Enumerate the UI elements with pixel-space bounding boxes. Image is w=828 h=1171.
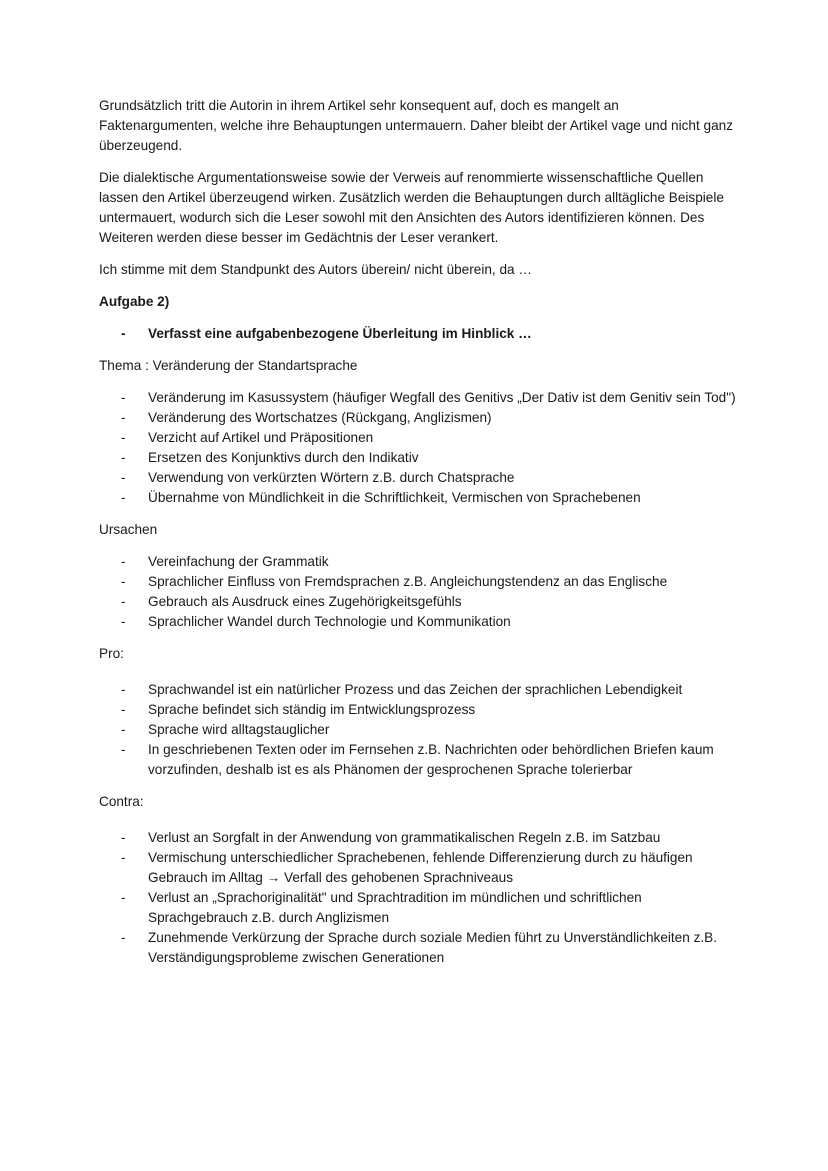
task-list-item: - Verfasst eine aufgabenbezogene Überleitung im Hinblick … [99,324,739,344]
pro-list [99,680,739,780]
paragraph-evaluation: Grundsätzlich tritt die Autorin in ihrem Artikel sehr konsequent auf, doch es mangelt an Faktenargumenten, welche ihre Behauptungen untermauern. Daher bleibt der Artikel vage und nicht ganz überzeugend. [99,98,734,153]
paragraph-argumentation: Die dialektische Argumentationsweise sowie der Verweis auf renommierte wissenschaftliche Quellen lassen den Artikel überzeugend wirken. Zusätzlich werden die Behauptungen durch alltägliche Beispiele untermauert, wodurch sich die Leser sowohl mit den Ansichten des Autors identifizieren können. Des Weiteren werden diese besser im Gedächtnis der Leser verankert. [99,170,724,245]
list-item: - Übernahme von Mündlichkeit in die Schriftlichkeit, Vermischen von Sprachebenen [99,488,739,508]
thema-list [99,388,739,508]
list-item: - Sprachlicher Einfluss von Fremdsprachen z.B. Angleichungstendenz an das Englische [99,572,739,592]
contra-label: Contra: [99,794,144,809]
task-list [99,324,739,344]
list-item: - Verlust an Sorgfalt in der Anwendung von grammatikalischen Regeln z.B. im Satzbau [99,828,739,848]
paragraph-opinion: Ich stimme mit dem Standpunkt des Autors überein/ nicht überein, da … [99,262,532,277]
list-item: - Ersetzen des Konjunktivs durch den Indikativ [99,448,739,468]
list-item: - Verlust an „Sprachoriginalität" und Sprachtradition im mündlichen und schriftlichen Sprachgebrauch z.B. durch Anglizismen [99,888,739,928]
ursachen-list [99,552,739,632]
list-item: - Verwendung von verkürzten Wörtern z.B. durch Chatsprache [99,468,739,488]
list-item: - Verzicht auf Artikel und Präpositionen [99,428,739,448]
list-item: - Veränderung im Kasussystem (häufiger Wegfall des Genitivs „Der Dativ ist dem Genitiv sein Tod") [99,388,739,408]
thema-label: Thema : Veränderung der Standartsprache [99,358,358,373]
list-item: - Sprache wird alltagstauglicher [99,720,739,740]
list-item: - Sprache befindet sich ständig im Entwicklungsprozess [99,700,739,720]
list-item: - Gebrauch als Ausdruck eines Zugehörigkeitsgefühls [99,592,739,612]
list-item: - Sprachlicher Wandel durch Technologie und Kommunikation [99,612,739,632]
list-item: - In geschriebenen Texten oder im Fernsehen z.B. Nachrichten oder behördlichen Briefen kaum vorzufinden, deshalb ist es als Phänomen der gesprochenen Sprache tolerierbar [99,740,739,780]
list-item: - Sprachwandel ist ein natürlicher Prozess und das Zeichen der sprachlichen Lebendigkeit [99,680,739,700]
pro-label: Pro: [99,646,124,661]
ursachen-label: Ursachen [99,522,158,537]
list-item: - Vereinfachung der Grammatik [99,552,739,572]
list-item: - Zunehmende Verkürzung der Sprache durch soziale Medien führt zu Unverständlichkeiten z.B. Verständigungsprobleme zwischen Generationen [99,928,739,968]
list-item: - Vermischung unterschiedlicher Sprachebenen, fehlende Differenzierung durch zu häufigen Gebrauch im Alltag → Verfall des gehobenen Sprachniveaus [99,848,739,888]
list-item: - Veränderung des Wortschatzes (Rückgang, Anglizismen) [99,408,739,428]
document-page [99,96,739,980]
contra-list [99,828,739,968]
task-heading: Aufgabe 2) [99,294,170,309]
